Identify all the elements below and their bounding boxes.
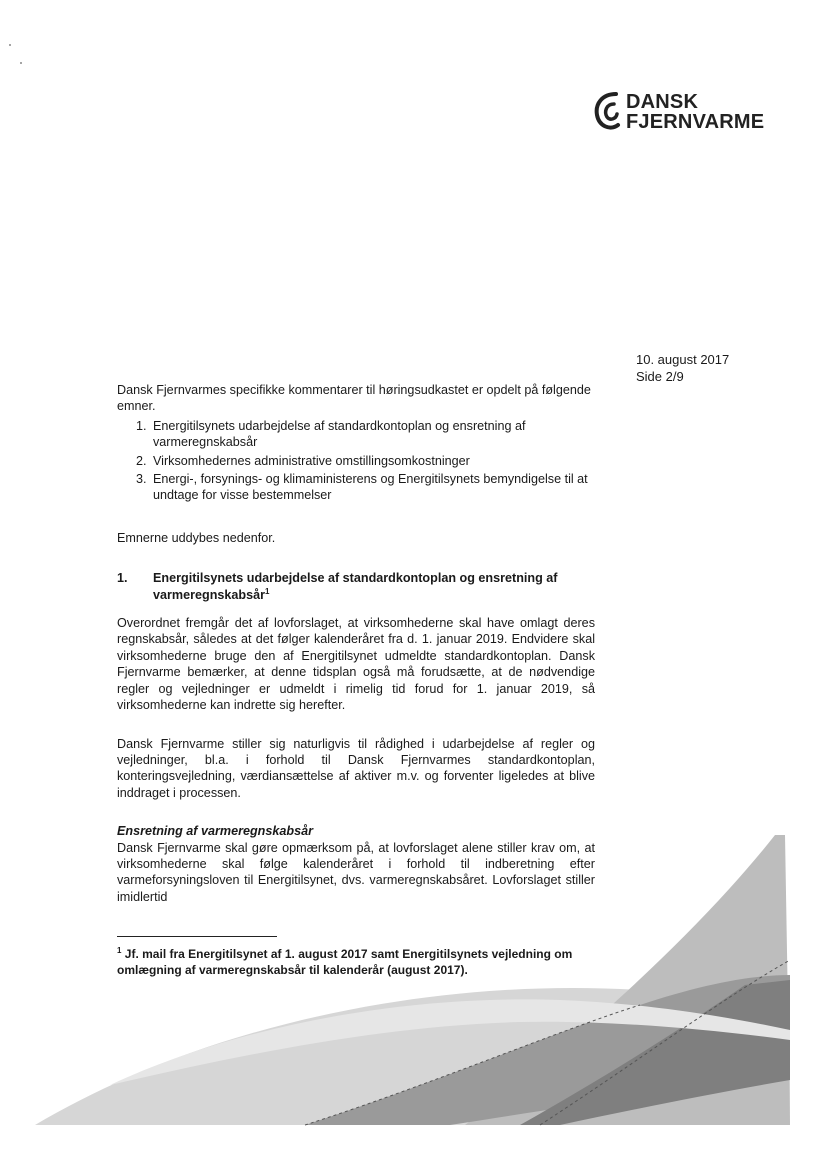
swirl-logo-icon — [592, 90, 626, 134]
page-number: Side 2/9 — [636, 369, 684, 384]
section-title: Energitilsynets udarbejdelse af standardkontoplan og ensretning af varmeregnskabsår — [153, 571, 558, 602]
list-item-number: 2. — [136, 453, 147, 468]
logo-line-2: FJERNVARME — [626, 111, 765, 133]
intro-paragraph: Dansk Fjernvarmes specifikke kommentarer til høringsudkastet er opdelt på følgende emner. — [117, 383, 591, 414]
scan-speck — [20, 62, 22, 64]
list-item — [117, 471, 595, 504]
logo-line-1: DANSK — [626, 91, 699, 113]
topic-list — [117, 418, 595, 504]
footnote-mark: 1 — [117, 946, 122, 955]
list-item-text: Energitilsynets udarbejdelse af standardkontoplan og ensretning af varmeregnskabsår — [153, 418, 526, 450]
subheading: Ensretning af varmeregnskabsår — [117, 824, 313, 839]
document-meta — [636, 351, 729, 385]
list-item-number: 3. — [136, 472, 147, 487]
list-item — [117, 418, 595, 451]
footnote-reference: 1 — [265, 586, 270, 596]
list-item-text: Virksomhedernes administrative omstillingsomkostninger — [153, 453, 470, 468]
body-paragraph-3: Dansk Fjernvarme skal gøre opmærksom på, at lovforslaget alene stiller krav om, at virksomhederne skal følge kalenderåret i forhold til indberetning efter varmeforsyningsloven til Energitilsynet, dvs. varmeregnskabsåret. Lovforslaget stiller imidlertid — [117, 840, 595, 904]
list-item-number: 1. — [136, 418, 147, 433]
logo-wordmark — [626, 92, 764, 132]
footnote-separator — [117, 936, 277, 937]
footnote — [117, 946, 597, 978]
footnote-text: Jf. mail fra Energitilsynet af 1. august 2017 samt Energitilsynets vejledning om omlægning af varmeregnskabsår til kalenderår (august 2017). — [117, 947, 573, 977]
list-item-text: Energi-, forsynings- og klimaministerens og Energitilsynets bemyndigelse til at undtage for visse bestemmelser — [153, 472, 588, 503]
section-number: 1. — [117, 571, 128, 586]
body-paragraph-1: Overordnet fremgår det af lovforslaget, at virksomhederne skal have omlagt deres regnskabsår, således at det følger kalenderåret fra d. 1. januar 2019. Endvidere skal virksomhederne bruge den af Energitilsynet udmeldte standardkontoplan. Dansk Fjernvarme bemærker, at denne tidsplan også må forudsætte, at de nødvendige regler og vejledninger er udmeldt i rimelig tid forud for 1. januar 2019, så virksomhederne kan indrette sig herefter. — [117, 616, 595, 713]
list-item — [117, 453, 595, 469]
topics-note: Emnerne uddybes nedenfor. — [117, 530, 276, 545]
dansk-fjernvarme-logo — [592, 88, 765, 148]
body-paragraph-2: Dansk Fjernvarme stiller sig naturligvis til rådighed i udarbejdelse af regler og vejledninger, bl.a. i forhold til Dansk Fjernvarmes standardkontoplan, konteringsvejledning, værdiansættelse af aktiver m.v. og forventer ligeledes at blive inddraget i processen. — [117, 736, 595, 800]
scan-speck — [9, 44, 11, 46]
document-date: 10. august 2017 — [636, 352, 730, 367]
document-body — [117, 382, 595, 905]
section-heading — [117, 570, 595, 603]
